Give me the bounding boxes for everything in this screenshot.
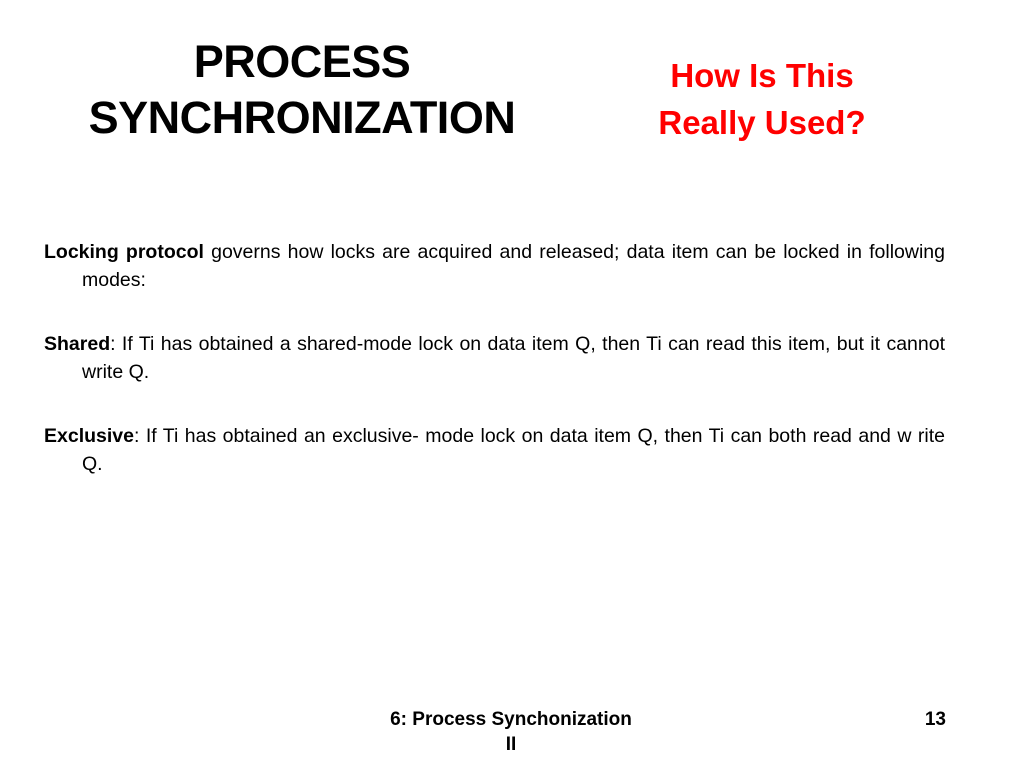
text-exclusive: : If Ti has obtained an exclusive- mode lock on data item Q, then Ti can both read and w rite Q. [82, 425, 945, 475]
term-locking-protocol: Locking protocol [44, 241, 204, 263]
footer-line-1: 6: Process Synchonization [390, 709, 632, 730]
slide-title-line-1: PROCESS [193, 36, 411, 87]
paragraph-shared [44, 330, 945, 386]
slide-footer [361, 707, 661, 757]
slide-title [40, 34, 564, 146]
term-shared: Shared [44, 333, 111, 355]
slide-body [44, 238, 945, 514]
paragraph-locking-protocol [44, 238, 945, 294]
term-exclusive: Exclusive [44, 425, 134, 447]
slide-subtitle-line-1: How Is This [670, 57, 854, 94]
text-shared: : If Ti has obtained a shared-mode lock on data item Q, then Ti can read this item, but it cannot write Q. [82, 333, 945, 383]
footer-line-2: II [505, 734, 517, 755]
slide-title-line-2: SYNCHRONIZATION [88, 92, 516, 143]
slide-subtitle-line-2: Really Used? [658, 104, 866, 141]
slide-subtitle [620, 52, 904, 146]
page-number: 13 [924, 709, 946, 730]
text-locking-protocol: governs how locks are acquired and released; data item can be locked in following modes: [82, 241, 945, 291]
paragraph-exclusive [44, 422, 945, 478]
